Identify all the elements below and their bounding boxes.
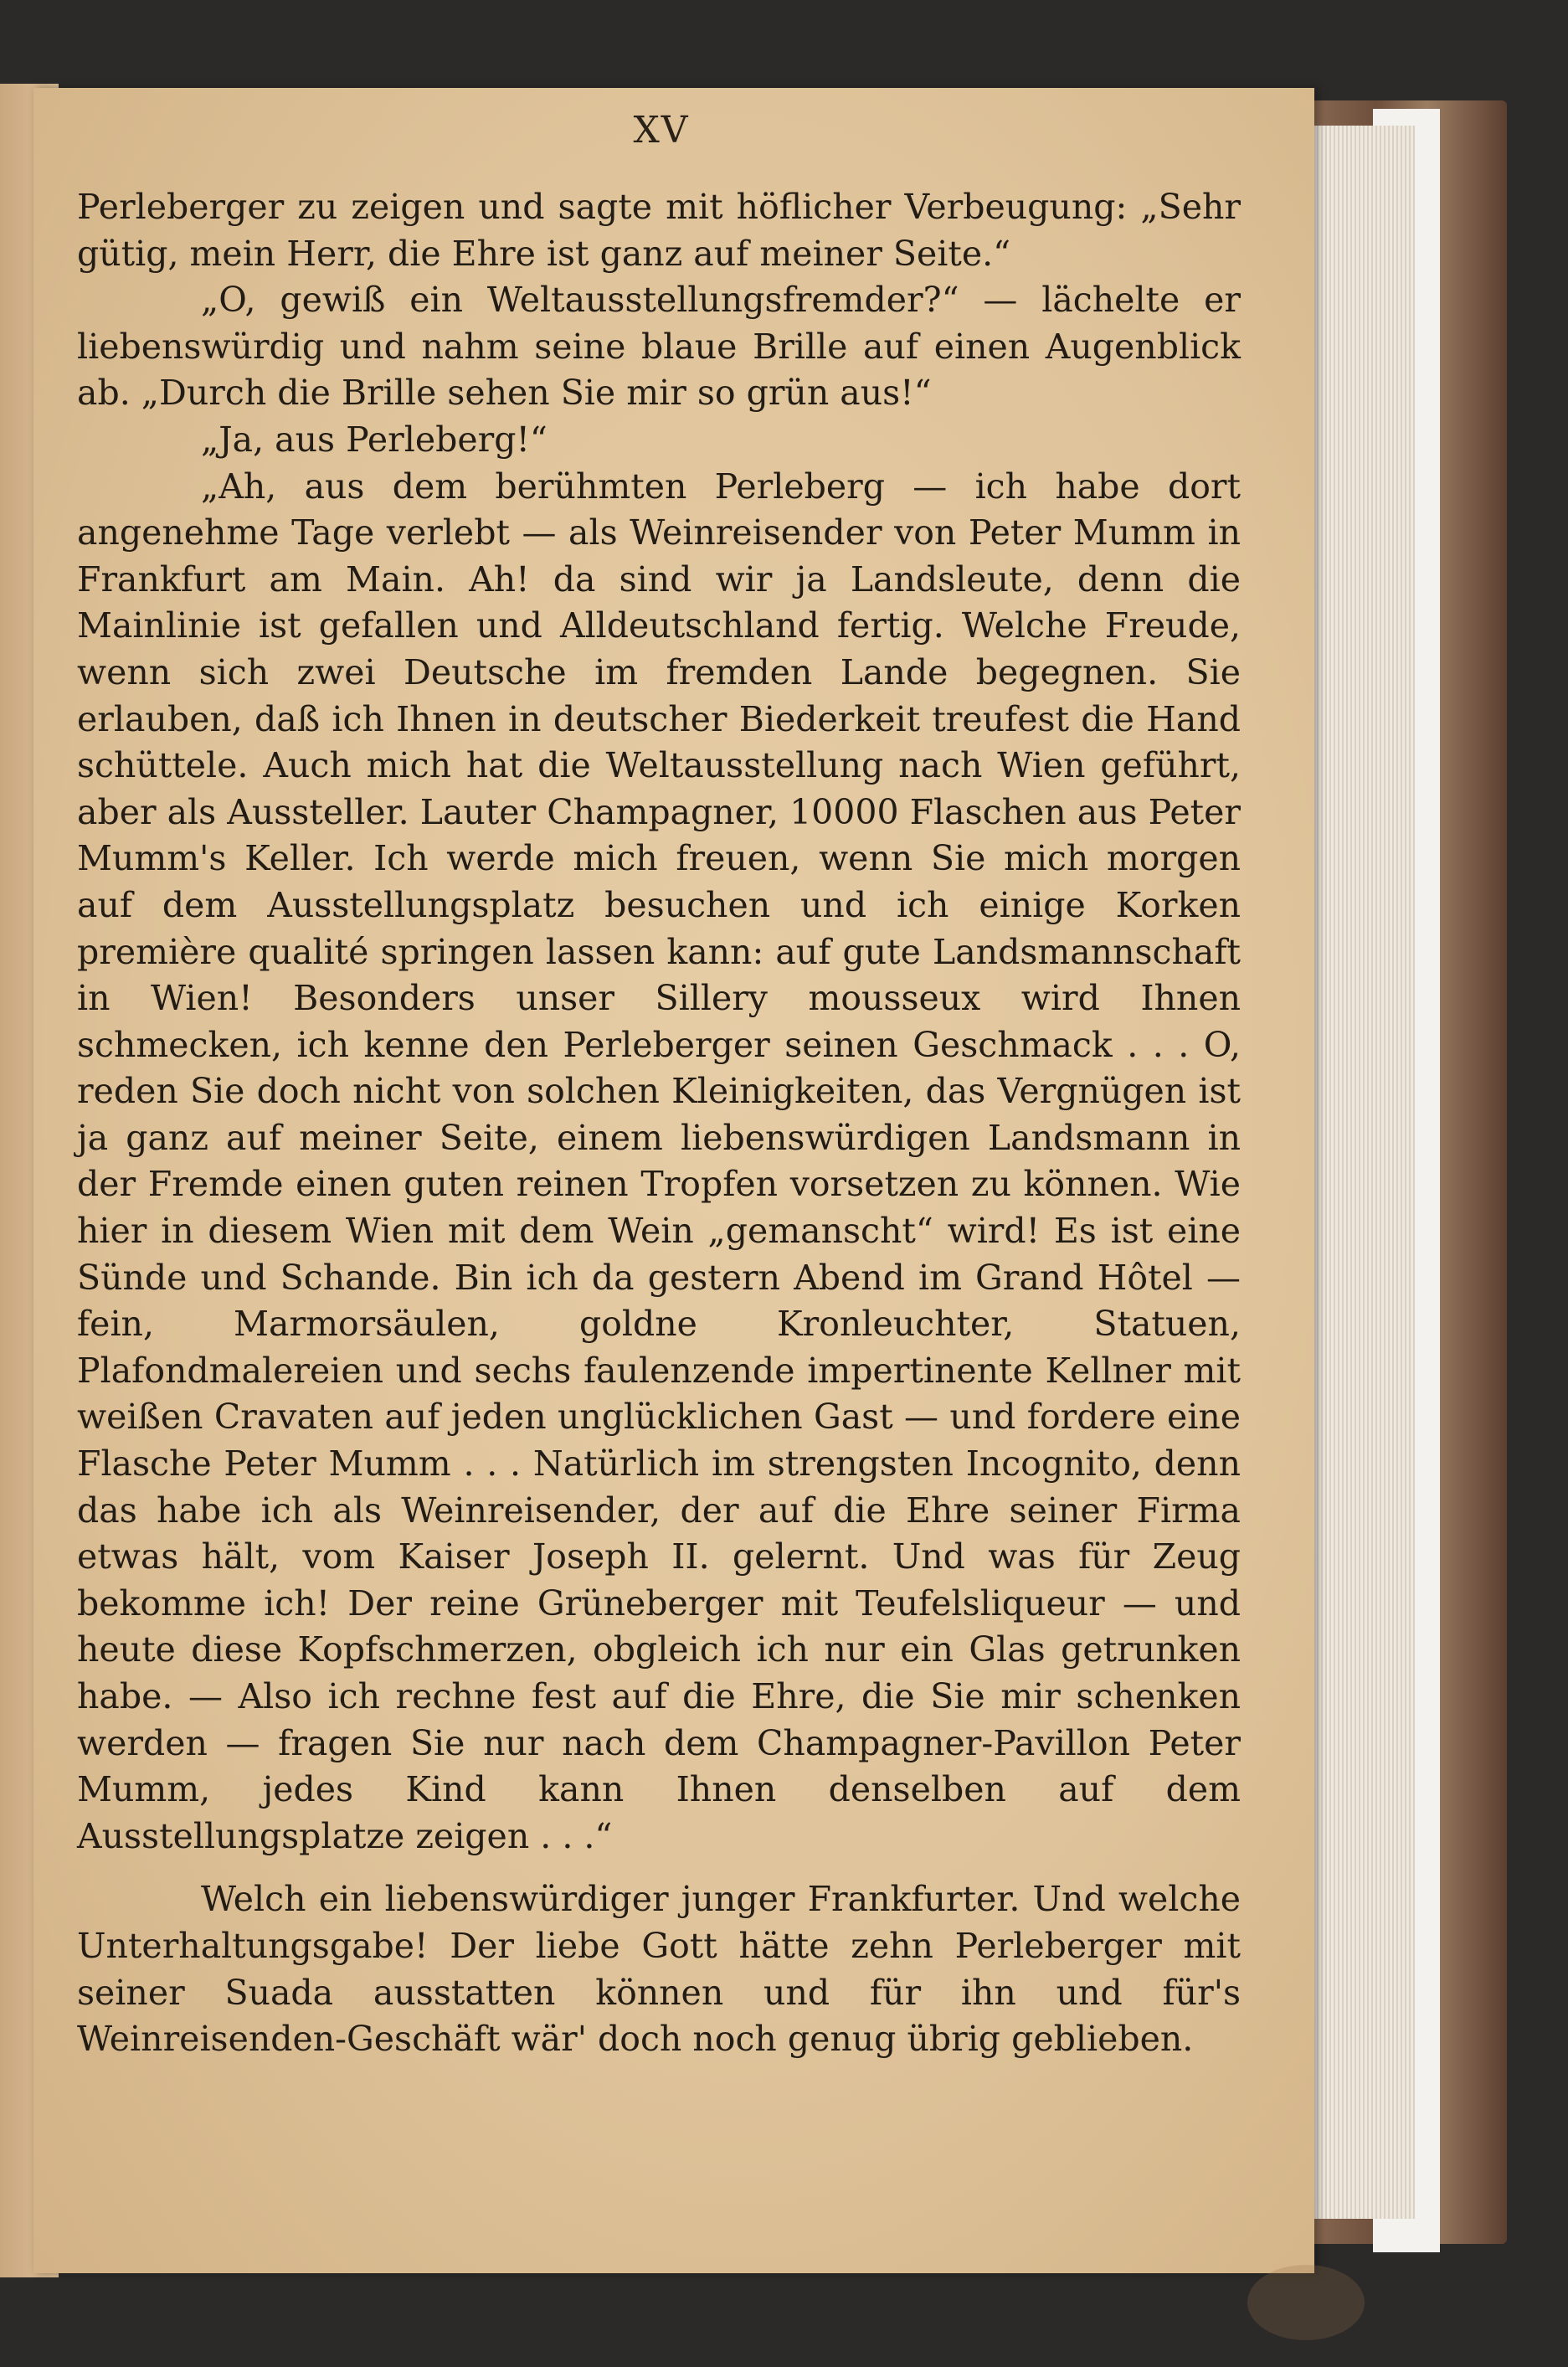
paragraph: Welch ein liebenswürdiger junger Frankfurter. Und welche Unterhaltungsgabe! Der liebe Gott hätte zehn Perleberger mit seiner Suada ausstatten können und für ihn und für's Weinreisenden-Geschäft wär' doch noch genug übrig geblieben. [77, 1879, 1241, 2060]
paragraph: „Ah, aus dem berühmten Perleberg — ich habe dort angenehme Tage verlebt — als Weinreisender von Peter Mumm in Frankfurt am Main. Ah! da sind wir ja Landsleute, denn die Mainlinie ist gefallen und Alldeutschland fertig. Welche Freude, wenn sich zwei Deutsche im fremden Lande begegnen. Sie erlauben, daß ich Ihnen in deutscher Biederkeit treufest die Hand schüttele. Auch mich hat die Weltausstellung nach Wien geführt, aber als Aussteller. Lauter Champagner, 10000 Flaschen aus Peter Mumm's Keller. Ich werde mich freuen, wenn Sie mich morgen auf dem Ausstellungsplatz besuchen und ich einige Korken première qualité springen lassen kann: auf gute Landsmannschaft in Wien! Besonders unser Sillery mousseux wird Ihnen schmecken, ich kenne den Perleberger seinen Geschmack . . . O, reden Sie doch nicht von solchen Kleinigkeiten, das Vergnügen ist ja ganz auf meiner Seite, einem liebenswürdigen Landsmann in der Fremde einen guten reinen Tropfen vorsetzen zu können. Wie hier in diesem Wien mit dem Wein „gemanscht“ wird! Es ist eine Sünde und Schande. Bin ich da gestern Abend im Grand Hôtel — fein, Marmorsäulen, goldne Kronleuchter, Statuen, Plafondmalereien und sechs faulenzende impertinente Kellner mit weißen Cravaten auf jeden unglücklichen Gast — und fordere eine Flasche Peter Mumm . . . Natürlich im strengsten Incognito, denn das habe ich als Weinreisender, der auf die Ehre seiner Firma etwas hält, vom Kaiser Joseph II. gelernt. Und was für Zeug bekomme ich! Der reine Grüneberger mit Teufelsliqueur — und heute diese Kopfschmerzen, obgleich ich nur ein Glas getrunken habe. — Also ich rechne fest auf die Ehre, die Sie mir schenken werden — fragen Sie nur nach dem Champagner-Pavillon Peter Mumm, jedes Kind kann Ihnen denselben auf dem Ausstellungsplatze zeigen . . .“ [77, 466, 1241, 1856]
paragraph: Perleberger zu zeigen und sagte mit höflicher Verbeugung: „Sehr gütig, mein Herr, die Ehre ist ganz auf meiner Seite.“ [77, 187, 1241, 274]
page-text [77, 184, 1241, 2063]
paragraph: „O, gewiß ein Weltausstellungsfremder?“ — lächelte er liebenswürdig und nahm seine blaue Brille auf einen Augenblick ab. „Durch die Brille sehen Sie mir so grün aus!“ [77, 280, 1241, 414]
paper-stain [1247, 2265, 1365, 2340]
page-number: XV [633, 109, 690, 152]
paragraph: „Ja, aus Perleberg!“ [201, 419, 548, 460]
